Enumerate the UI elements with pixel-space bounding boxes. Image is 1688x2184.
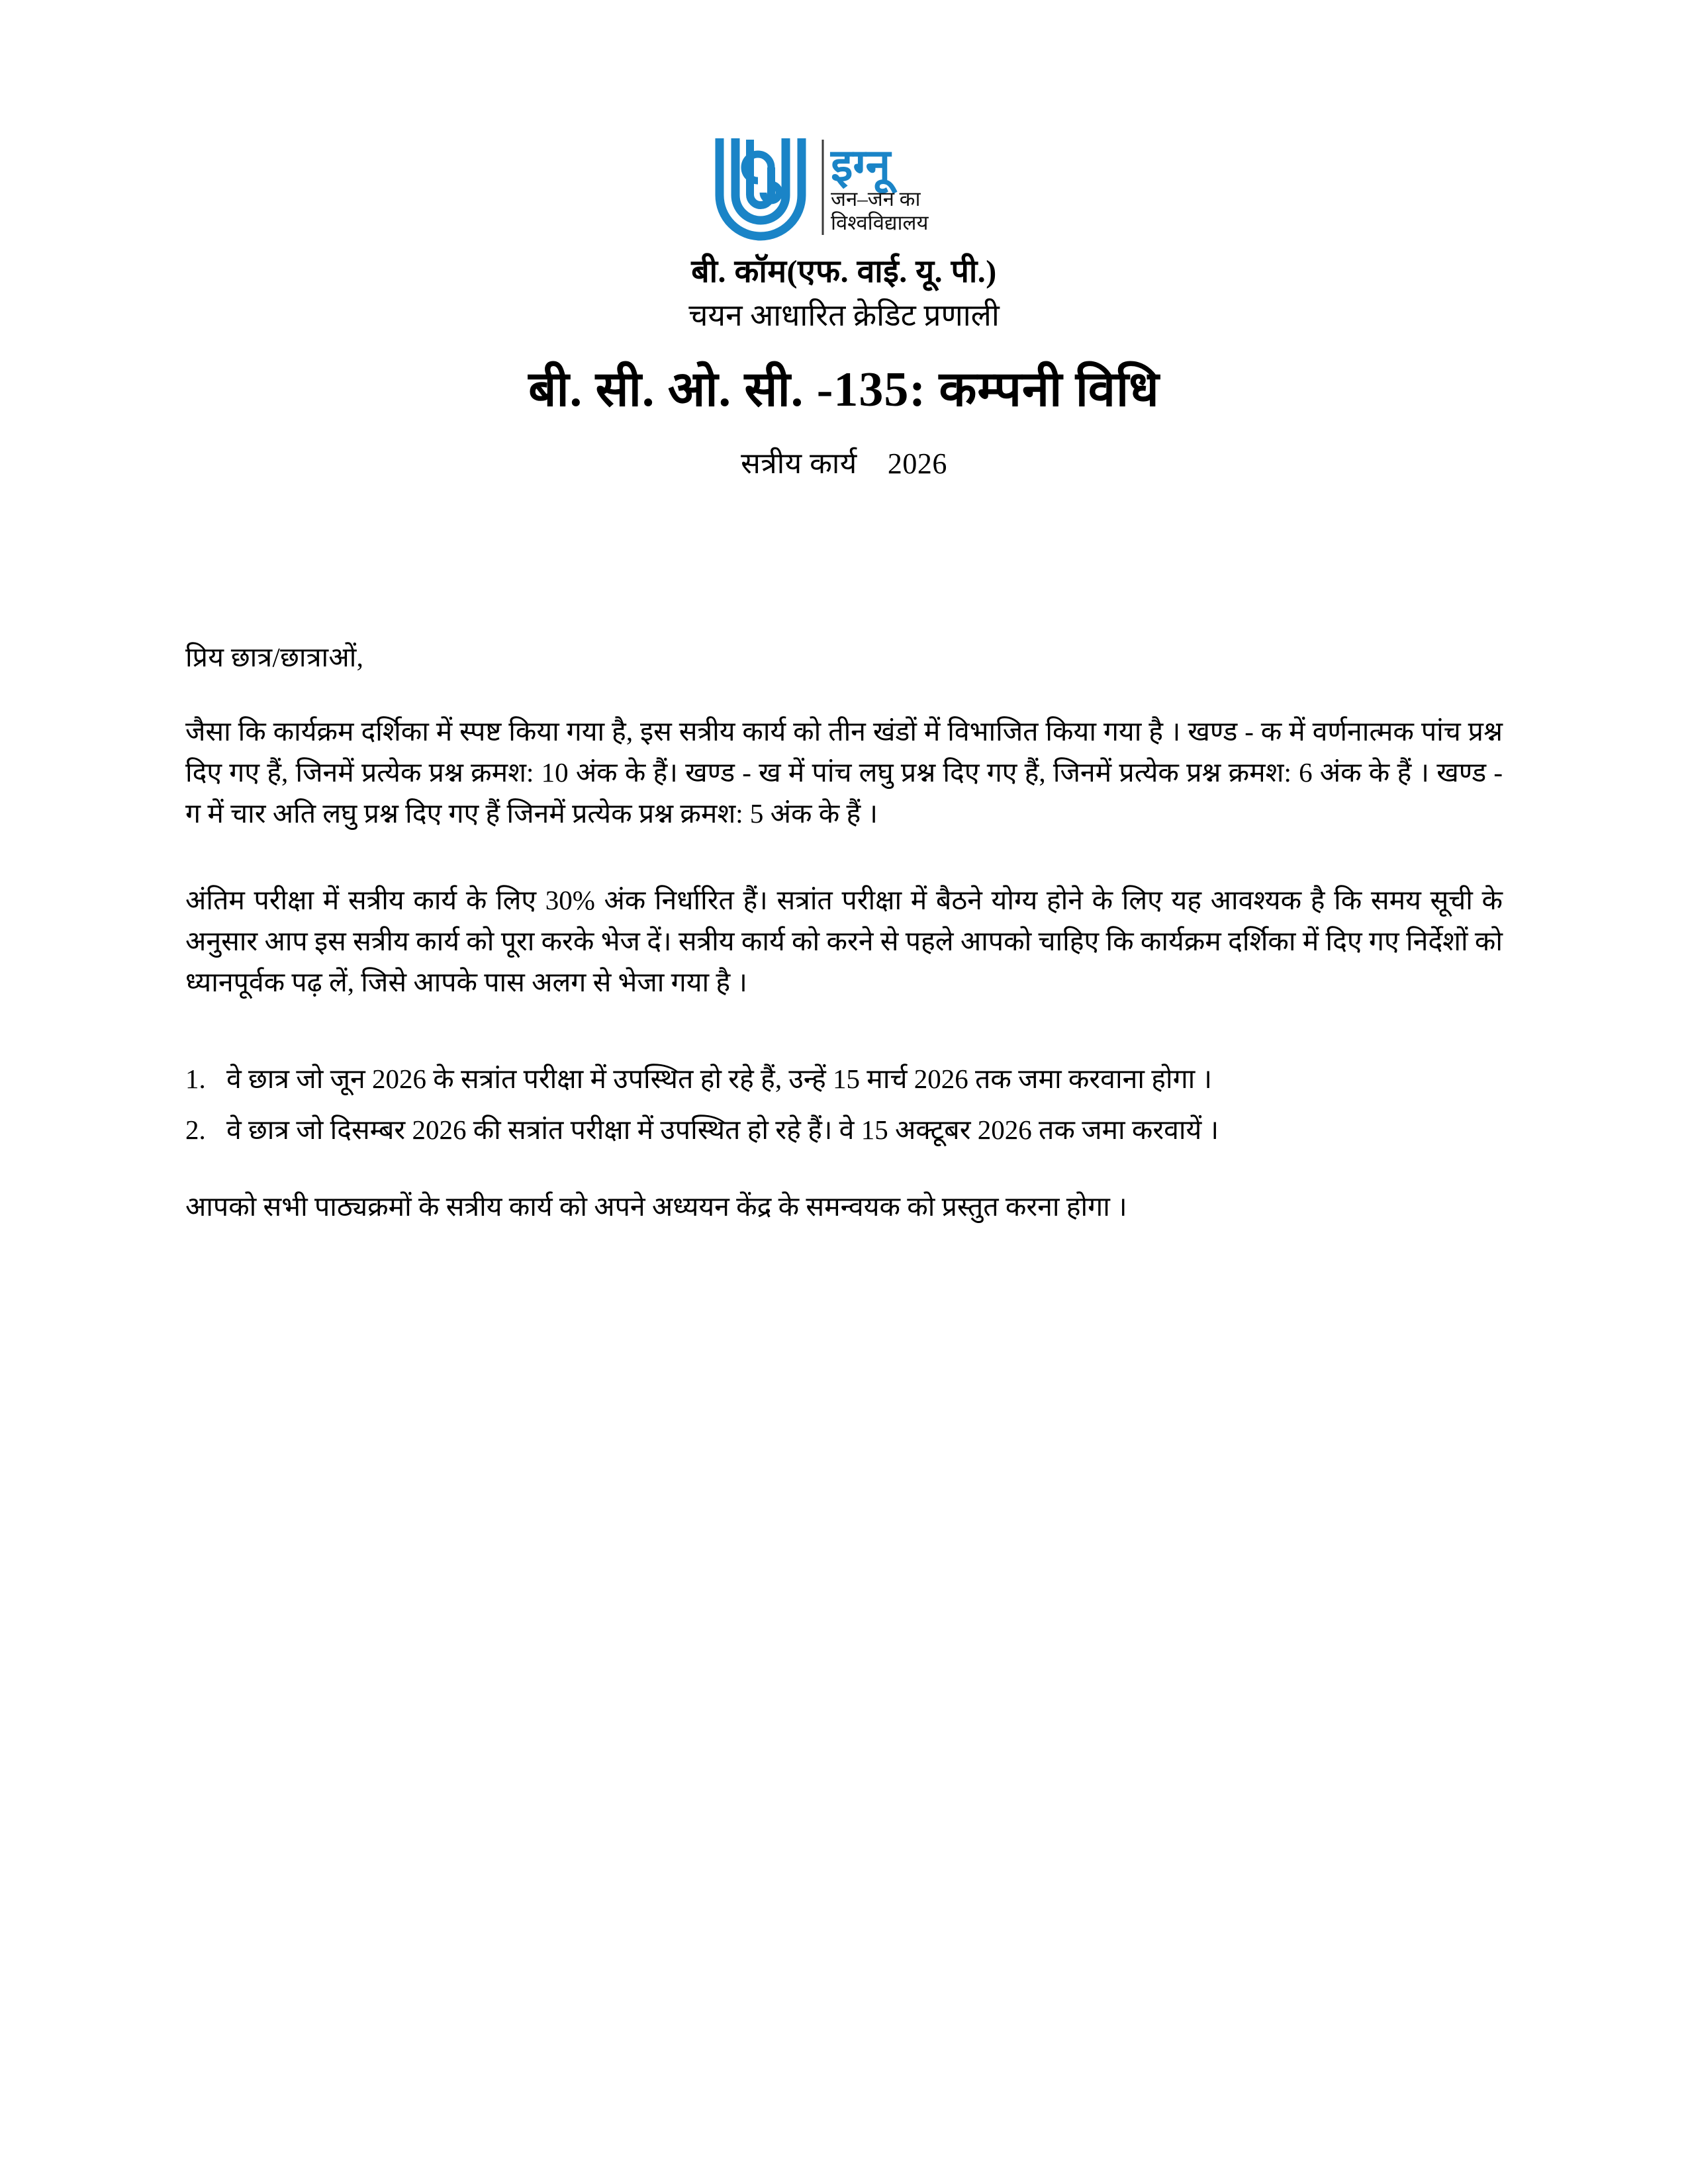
list-item-number: 1.	[185, 1063, 206, 1094]
list-item	[185, 1110, 1503, 1151]
list-item	[185, 1059, 1503, 1100]
instructions-paragraph-1: जैसा कि कार्यक्रम दर्शिका में स्पष्ट किया गया है, इस सत्रीय कार्य को तीन खंडों में विभाजित किया गया है । खण्ड - क में वर्णनात्मक पांच प्रश्न दिए गए हैं, जिनमें प्रत्येक प्रश्न क्रमश: 10 अंक के हैं। खण्ड - ख में पांच लघु प्रश्न दिए गए हैं, जिनमें प्रत्येक प्रश्न क्रमश: 6 अंक के हैं । खण्ड - ग में चार अति लघु प्रश्न दिए गए हैं जिनमें प्रत्येक प्रश्न क्रमश: 5 अंक के हैं ।	[185, 715, 1503, 829]
salutation: प्रिय छात्र/छात्राओं,	[185, 641, 364, 672]
list-item-text: वे छात्र जो दिसम्बर 2026 की सत्रांत परीक्षा में उपस्थित हो रहे हैं। वे 15 अक्टूबर 2026 तक जमा करवायें ।	[226, 1115, 1219, 1146]
svg-text:इग्नू: इग्नू	[831, 140, 891, 191]
programme-title: बी. कॉम(एफ. वाई. यू. पी.)	[691, 254, 997, 289]
submission-deadline-list	[185, 1059, 1503, 1151]
title-block	[0, 251, 1688, 482]
list-item-number: 2.	[185, 1115, 206, 1146]
course-title: बी. सी. ओ. सी. -135: कम्पनी विधि	[528, 363, 1160, 418]
credit-system-subtitle: चयन आधारित क्रेडिट प्रणाली	[688, 298, 1000, 333]
document-body	[185, 638, 1503, 1227]
logo-block	[0, 0, 1688, 245]
list-item-text: वे छात्र जो जून 2026 के सत्रांत परीक्षा में उपस्थित हो रहे हैं, उन्हें 15 मार्च 2026 तक जमा करवाना होगा ।	[226, 1063, 1213, 1094]
assignment-label: सत्रीय कार्य	[741, 447, 857, 480]
assignment-line	[0, 442, 1688, 482]
ignou-logo-icon	[705, 129, 983, 245]
ignou-logo	[705, 129, 983, 245]
assignment-year: 2026	[887, 447, 947, 480]
svg-text:जन–जन का: जन–जन का	[831, 187, 921, 210]
instructions-paragraph-2: अंतिम परीक्षा में सत्रीय कार्य के लिए 30% अंक निर्धारित हैं। सत्रांत परीक्षा में बैठने योग्य होने के लिए यह आवश्यक है कि समय सूची के अनुसार आप इस सत्रीय कार्य को पूरा करके भेज दें। सत्रीय कार्य को करने से पहले आपको चाहिए कि कार्यक्रम दर्शिका में दिए गए निर्देशों को ध्यानपूर्वक पढ़ लें, जिसे आपके पास अलग से भेजा गया है ।	[185, 884, 1503, 998]
svg-text:विश्वविद्यालय: विश्वविद्यालय	[831, 211, 929, 234]
closing-paragraph: आपको सभी पाठ्यक्रमों के सत्रीय कार्य को अपने अध्ययन केंद्र के समन्वयक को प्रस्तुत करना होगा ।	[185, 1191, 1127, 1222]
